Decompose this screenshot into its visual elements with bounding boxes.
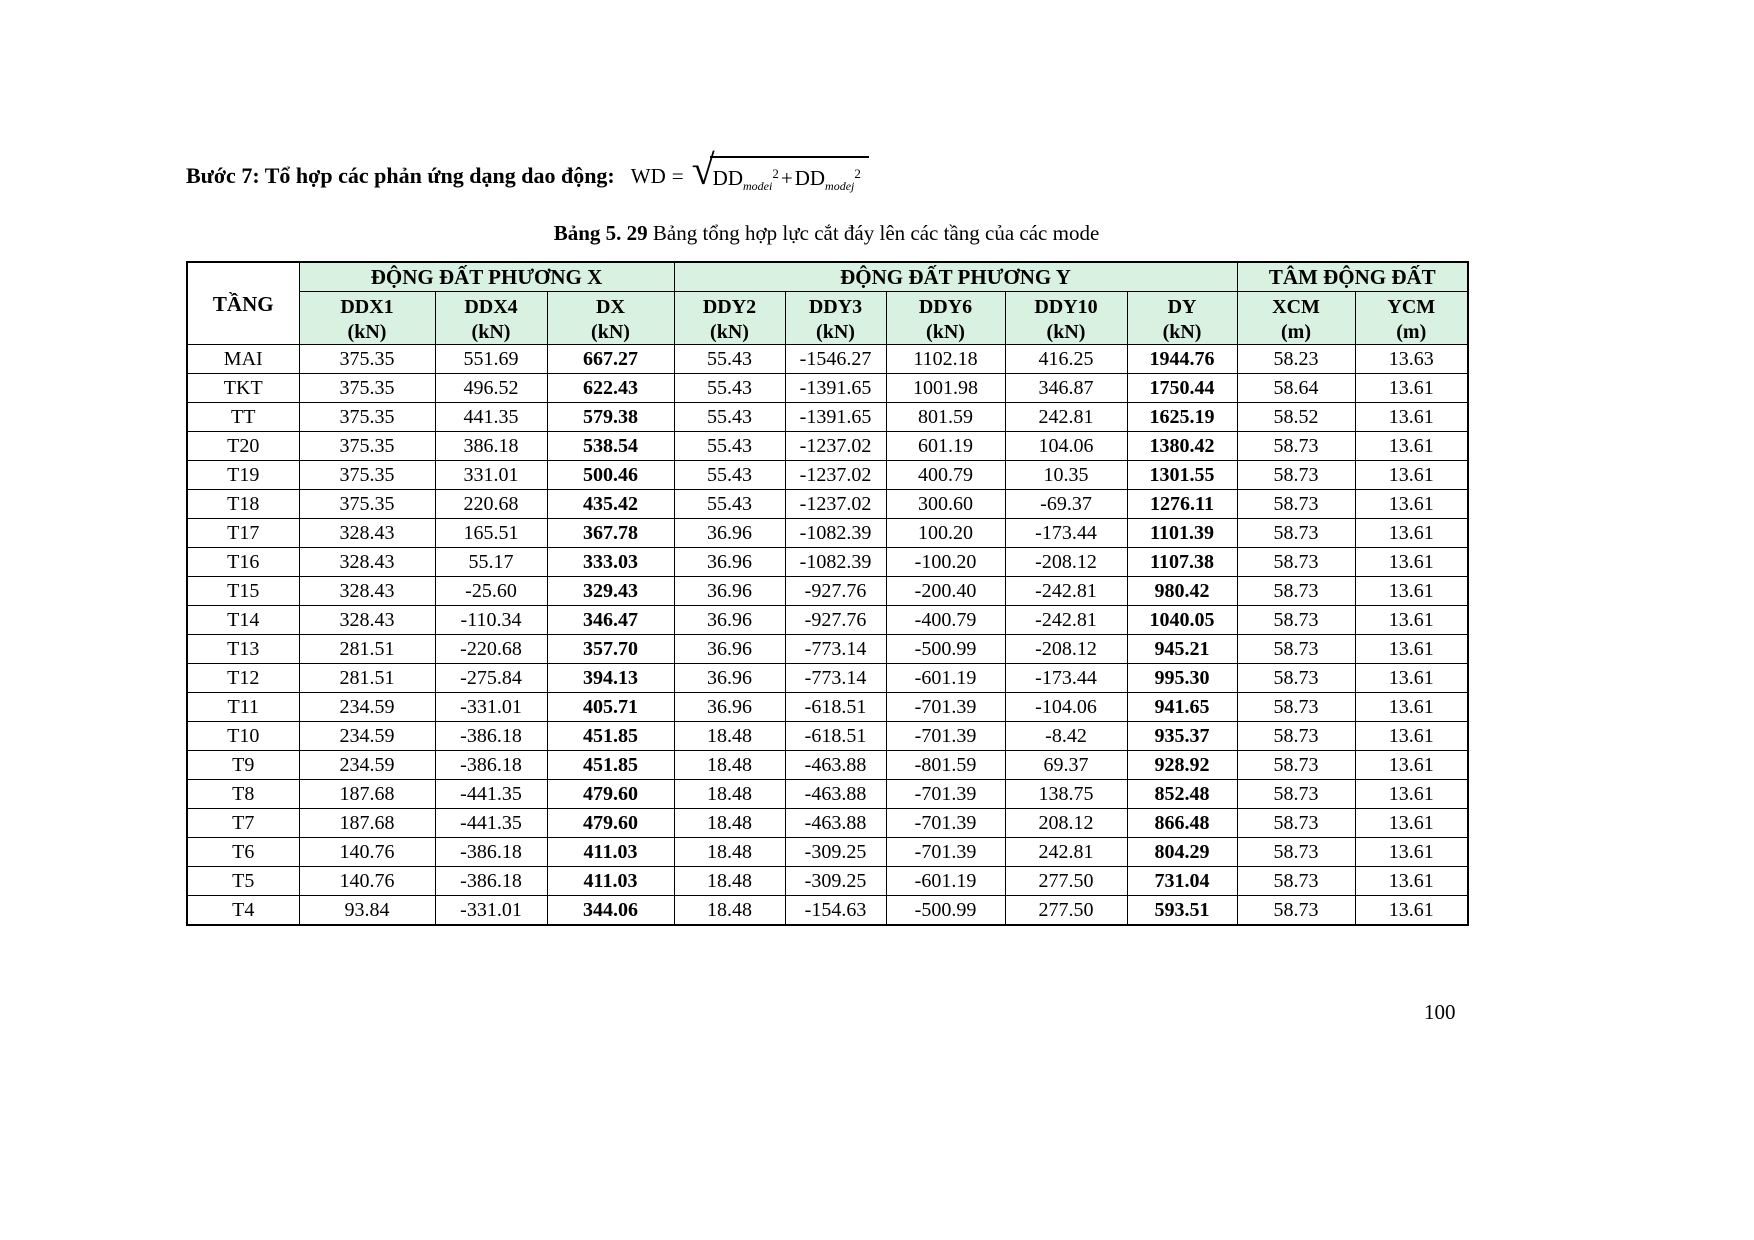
value-cell: 18.48 [674,809,785,838]
value-cell: 411.03 [547,867,674,896]
value-cell: 367.78 [547,519,674,548]
value-cell: 375.35 [299,374,435,403]
col-name: DDY2 [702,295,757,318]
value-cell: 58.73 [1237,751,1355,780]
value-cell: 55.43 [674,432,785,461]
value-cell: -331.01 [435,693,547,722]
value-cell: -386.18 [435,838,547,867]
table-row [187,751,1468,780]
value-cell: -275.84 [435,664,547,693]
value-cell: -1082.39 [785,548,886,577]
formula-lhs: WD [630,163,666,188]
value-cell: 140.76 [299,867,435,896]
value-cell: 165.51 [435,519,547,548]
value-cell: 945.21 [1127,635,1237,664]
value-cell: -927.76 [785,577,886,606]
term2-base: DD [794,166,826,190]
value-cell: 58.73 [1237,896,1355,926]
table-row [187,809,1468,838]
value-cell: 13.61 [1355,780,1468,809]
value-cell: -1082.39 [785,519,886,548]
value-cell: 13.61 [1355,432,1468,461]
page-number: 100 [1424,1000,1456,1024]
col-unit: (kN) [710,320,749,343]
value-cell: 36.96 [674,548,785,577]
value-cell: 411.03 [547,838,674,867]
value-cell: -173.44 [1005,664,1127,693]
value-cell: 13.61 [1355,867,1468,896]
col-unit: (kN) [1162,320,1202,343]
value-cell: 928.92 [1127,751,1237,780]
value-cell: 58.64 [1237,374,1355,403]
table-row [187,780,1468,809]
value-cell: 13.61 [1355,809,1468,838]
group-header-x: ĐỘNG ĐẤT PHƯƠNG X [299,262,674,292]
value-cell: 58.73 [1237,432,1355,461]
value-cell: 55.43 [674,461,785,490]
value-cell: 58.73 [1237,461,1355,490]
col-header-dx [547,292,674,345]
value-cell: 58.73 [1237,838,1355,867]
value-cell: 36.96 [674,577,785,606]
table-row [187,722,1468,751]
value-cell: 187.68 [299,780,435,809]
value-cell: 601.19 [886,432,1005,461]
value-cell: 1276.11 [1127,490,1237,519]
table-row [187,693,1468,722]
value-cell: 451.85 [547,722,674,751]
table-row [187,635,1468,664]
col-header-ycm [1355,292,1468,345]
value-cell: 935.37 [1127,722,1237,751]
value-cell: 593.51 [1127,896,1237,926]
value-cell: 36.96 [674,693,785,722]
value-cell: 58.73 [1237,664,1355,693]
col-unit: (m) [1396,320,1427,343]
value-cell: 667.27 [547,345,674,374]
table-row [187,345,1468,374]
plus-operator: + [780,166,793,190]
value-cell: 277.50 [1005,867,1127,896]
value-cell: 394.13 [547,664,674,693]
term1-base: DD [712,166,744,190]
value-cell: 58.23 [1237,345,1355,374]
value-cell: -701.39 [886,693,1005,722]
value-cell: 69.37 [1005,751,1127,780]
value-cell: 375.35 [299,345,435,374]
value-cell: 13.61 [1355,374,1468,403]
value-cell: 405.71 [547,693,674,722]
table-row [187,577,1468,606]
value-cell: -69.37 [1005,490,1127,519]
value-cell: 375.35 [299,461,435,490]
value-cell: 13.61 [1355,751,1468,780]
row-label-cell: T5 [187,867,299,896]
value-cell: -220.68 [435,635,547,664]
value-cell: -309.25 [785,867,886,896]
value-cell: 58.73 [1237,577,1355,606]
value-cell: 138.75 [1005,780,1127,809]
value-cell: -601.19 [886,664,1005,693]
row-label-cell: T16 [187,548,299,577]
col-header-ddy6 [886,292,1005,345]
radical-sign-icon: √ [691,148,715,194]
value-cell: 1001.98 [886,374,1005,403]
value-cell: 1625.19 [1127,403,1237,432]
value-cell: 58.52 [1237,403,1355,432]
col-name: DDX1 [340,295,394,318]
value-cell: 58.73 [1237,780,1355,809]
value-cell: 58.73 [1237,722,1355,751]
value-cell: 479.60 [547,809,674,838]
table-row [187,490,1468,519]
value-cell: -386.18 [435,722,547,751]
row-label-cell: T10 [187,722,299,751]
header-group-row [187,262,1468,292]
value-cell: -601.19 [886,867,1005,896]
value-cell: 1101.39 [1127,519,1237,548]
value-cell: -208.12 [1005,635,1127,664]
value-cell: 13.61 [1355,635,1468,664]
value-cell: -441.35 [435,780,547,809]
table-row [187,548,1468,577]
value-cell: 58.73 [1237,519,1355,548]
corner-header-tang: TẦNG [187,262,299,345]
value-cell: -1237.02 [785,432,886,461]
value-cell: 220.68 [435,490,547,519]
value-cell: 58.73 [1237,548,1355,577]
value-cell: 58.73 [1237,867,1355,896]
table-row [187,461,1468,490]
value-cell: 55.43 [674,490,785,519]
value-cell: -25.60 [435,577,547,606]
value-cell: 579.38 [547,403,674,432]
value-cell: -441.35 [435,809,547,838]
value-cell: 328.43 [299,548,435,577]
col-name: XCM [1272,295,1320,318]
value-cell: 13.61 [1355,548,1468,577]
table-caption [186,221,1467,246]
value-cell: 496.52 [435,374,547,403]
value-cell: 18.48 [674,780,785,809]
col-unit: (kN) [591,320,630,343]
value-cell: 400.79 [886,461,1005,490]
value-cell: 58.73 [1237,490,1355,519]
term2-subscript: modej [825,179,855,193]
col-header-ddy3 [785,292,886,345]
caption-label: Bảng 5. 29 [553,221,648,245]
value-cell: 300.60 [886,490,1005,519]
value-cell: -1391.65 [785,374,886,403]
table-row [187,374,1468,403]
value-cell: 980.42 [1127,577,1237,606]
value-cell: 328.43 [299,606,435,635]
col-header-dy [1127,292,1237,345]
value-cell: -331.01 [435,896,547,926]
term1-exponent: 2 [772,166,779,181]
value-cell: 386.18 [435,432,547,461]
value-cell: -618.51 [785,693,886,722]
col-name: DX [596,295,625,318]
row-label-cell: T4 [187,896,299,926]
value-cell: -701.39 [886,809,1005,838]
table-row [187,403,1468,432]
table-body [187,345,1468,926]
row-label-cell: T15 [187,577,299,606]
value-cell: 451.85 [547,751,674,780]
value-cell: 1380.42 [1127,432,1237,461]
value-cell: 277.50 [1005,896,1127,926]
value-cell: -701.39 [886,780,1005,809]
value-cell: -701.39 [886,722,1005,751]
value-cell: 55.43 [674,374,785,403]
formula-equals: = [671,163,684,188]
value-cell: 55.43 [674,403,785,432]
value-cell: 1750.44 [1127,374,1237,403]
value-cell: -100.20 [886,548,1005,577]
value-cell: 328.43 [299,577,435,606]
header-name-row [187,292,1468,345]
value-cell: 1301.55 [1127,461,1237,490]
shear-force-table [186,261,1469,926]
value-cell: 804.29 [1127,838,1237,867]
value-cell: 187.68 [299,809,435,838]
value-cell: 93.84 [299,896,435,926]
row-label-cell: T14 [187,606,299,635]
value-cell: -104.06 [1005,693,1127,722]
col-header-ddx4 [435,292,547,345]
value-cell: 852.48 [1127,780,1237,809]
value-cell: 375.35 [299,432,435,461]
value-cell: 234.59 [299,751,435,780]
value-cell: 36.96 [674,519,785,548]
value-cell: 622.43 [547,374,674,403]
value-cell: 100.20 [886,519,1005,548]
value-cell: 329.43 [547,577,674,606]
value-cell: -110.34 [435,606,547,635]
value-cell: 242.81 [1005,403,1127,432]
value-cell: -309.25 [785,838,886,867]
value-cell: -400.79 [886,606,1005,635]
value-cell: 281.51 [299,664,435,693]
col-header-xcm [1237,292,1355,345]
value-cell: 375.35 [299,403,435,432]
value-cell: 234.59 [299,722,435,751]
value-cell: 18.48 [674,867,785,896]
row-label-cell: T7 [187,809,299,838]
value-cell: 357.70 [547,635,674,664]
row-label-cell: T9 [187,751,299,780]
value-cell: 55.43 [674,345,785,374]
col-unit: (m) [1281,320,1311,343]
value-cell: -173.44 [1005,519,1127,548]
value-cell: 13.63 [1355,345,1468,374]
table-row [187,432,1468,461]
value-cell: 18.48 [674,751,785,780]
value-cell: 731.04 [1127,867,1237,896]
value-cell: 13.61 [1355,490,1468,519]
group-header-center: TÂM ĐỘNG ĐẤT [1237,262,1468,292]
row-label-cell: T18 [187,490,299,519]
row-label-cell: T17 [187,519,299,548]
value-cell: -463.88 [785,751,886,780]
value-cell: -1546.27 [785,345,886,374]
value-cell: 13.61 [1355,838,1468,867]
value-cell: 18.48 [674,722,785,751]
row-label-cell: T13 [187,635,299,664]
table-row [187,519,1468,548]
row-label-cell: T19 [187,461,299,490]
value-cell: -242.81 [1005,606,1127,635]
value-cell: -386.18 [435,751,547,780]
caption-text: Bảng tổng hợp lực cắt đáy lên các tầng của các mode [652,221,1100,245]
step-heading: Bước 7: Tổ hợp các phản ứng dạng dao động: [186,163,615,188]
value-cell: -242.81 [1005,577,1127,606]
col-unit: (kN) [926,320,965,343]
value-cell: 375.35 [299,490,435,519]
value-cell: -1391.65 [785,403,886,432]
value-cell: 1107.38 [1127,548,1237,577]
radicand [710,156,869,191]
term1-subscript: modei [743,179,773,193]
step-line [186,148,869,200]
value-cell: 441.35 [435,403,547,432]
value-cell: 941.65 [1127,693,1237,722]
value-cell: 13.61 [1355,693,1468,722]
value-cell: 331.01 [435,461,547,490]
value-cell: 13.61 [1355,896,1468,926]
value-cell: 995.30 [1127,664,1237,693]
table-row [187,606,1468,635]
value-cell: 36.96 [674,606,785,635]
term2-exponent: 2 [854,166,861,181]
col-unit: (kN) [1046,320,1086,343]
value-cell: -773.14 [785,664,886,693]
value-cell: 242.81 [1005,838,1127,867]
value-cell: 13.61 [1355,519,1468,548]
value-cell: 866.48 [1127,809,1237,838]
value-cell: -8.42 [1005,722,1127,751]
value-cell: 346.47 [547,606,674,635]
col-unit: (kN) [471,320,511,343]
value-cell: 58.73 [1237,635,1355,664]
value-cell: -463.88 [785,780,886,809]
value-cell: 36.96 [674,664,785,693]
value-cell: -463.88 [785,809,886,838]
value-cell: -1237.02 [785,461,886,490]
col-name: DDY6 [918,295,973,318]
value-cell: 18.48 [674,896,785,926]
value-cell: 58.73 [1237,693,1355,722]
value-cell: 36.96 [674,635,785,664]
value-cell: -208.12 [1005,548,1127,577]
value-cell: -1237.02 [785,490,886,519]
value-cell: 13.61 [1355,606,1468,635]
col-name: DDY10 [1034,295,1098,318]
value-cell: 281.51 [299,635,435,664]
row-label-cell: TT [187,403,299,432]
row-label-cell: T11 [187,693,299,722]
table-row [187,664,1468,693]
row-label-cell: T6 [187,838,299,867]
row-label-cell: MAI [187,345,299,374]
value-cell: 10.35 [1005,461,1127,490]
value-cell: -801.59 [886,751,1005,780]
value-cell: -500.99 [886,635,1005,664]
value-cell: 104.06 [1005,432,1127,461]
value-cell: -773.14 [785,635,886,664]
value-cell: 13.61 [1355,664,1468,693]
value-cell: 1944.76 [1127,345,1237,374]
value-cell: 801.59 [886,403,1005,432]
value-cell: 435.42 [547,490,674,519]
value-cell: 13.61 [1355,403,1468,432]
col-header-ddx1 [299,292,435,345]
value-cell: 1040.05 [1127,606,1237,635]
value-cell: 328.43 [299,519,435,548]
value-cell: 538.54 [547,432,674,461]
value-cell: 208.12 [1005,809,1127,838]
table-row [187,867,1468,896]
formula [630,148,869,196]
value-cell: 333.03 [547,548,674,577]
value-cell: 1102.18 [886,345,1005,374]
value-cell: 344.06 [547,896,674,926]
value-cell: -200.40 [886,577,1005,606]
value-cell: 140.76 [299,838,435,867]
value-cell: -500.99 [886,896,1005,926]
value-cell: -927.76 [785,606,886,635]
row-label-cell: T12 [187,664,299,693]
col-unit: (kN) [816,320,855,343]
group-header-y: ĐỘNG ĐẤT PHƯƠNG Y [674,262,1237,292]
col-header-ddy2 [674,292,785,345]
row-label-cell: T8 [187,780,299,809]
col-name: DDX4 [464,295,518,318]
value-cell: 234.59 [299,693,435,722]
col-name: YCM [1387,295,1436,318]
value-cell: 500.46 [547,461,674,490]
col-name: DY [1167,295,1197,318]
value-cell: -701.39 [886,838,1005,867]
value-cell: 13.61 [1355,461,1468,490]
value-cell: 58.73 [1237,809,1355,838]
col-name: DDY3 [808,295,863,318]
table-row [187,838,1468,867]
value-cell: -618.51 [785,722,886,751]
col-unit: (kN) [347,320,387,343]
value-cell: 416.25 [1005,345,1127,374]
value-cell: 55.17 [435,548,547,577]
value-cell: 479.60 [547,780,674,809]
value-cell: 346.87 [1005,374,1127,403]
value-cell: -154.63 [785,896,886,926]
row-label-cell: T20 [187,432,299,461]
row-label-cell: TKT [187,374,299,403]
value-cell: 551.69 [435,345,547,374]
value-cell: 58.73 [1237,606,1355,635]
col-header-ddy10 [1005,292,1127,345]
value-cell: 13.61 [1355,722,1468,751]
value-cell: 13.61 [1355,577,1468,606]
sqrt-expression [691,148,869,196]
value-cell: 18.48 [674,838,785,867]
table-row [187,896,1468,926]
value-cell: -386.18 [435,867,547,896]
